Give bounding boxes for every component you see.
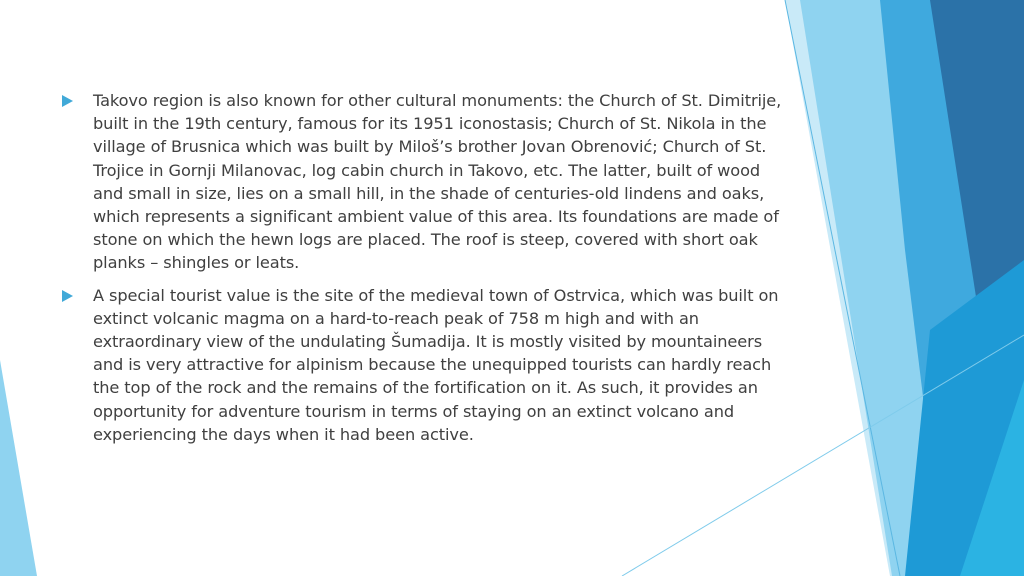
bullet-text: Takovo region is also known for other cultural monuments: the Church of St. Dimitrije, built in the 19th century, famous for its 1951 iconostasis; Church of St. Nikola in the village of Brusnica which was built by Miloš’s brother Jovan Obrenović; Church of St. Trojice in Gornji Milanovac, log cabin church in Takovo, etc. The latter, built of wood and small in size, lies on a small hill, in the shade of centuries-old lindens and oaks, which represents a significant ambient value of this area. Its foundations are made of stone on which the hewn logs are placed. The roof is steep, covered with short oak planks – shingles or leats. (93, 91, 782, 273)
triangle-bullet-icon (62, 95, 73, 107)
bullet-item (62, 89, 782, 275)
content-area (62, 89, 782, 455)
bullet-item (62, 284, 782, 446)
bullet-text: A special tourist value is the site of the medieval town of Ostrvica, which was built on extinct volcanic magma on a hard-to-reach peak of 758 m high and with an extraordinary view of the undulating Šumadija. It is mostly visited by mountaineers and is very attractive for alpinism because the unequipped tourists can hardly reach the top of the rock and the remains of the fortification on it. As such, it provides an opportunity for adventure tourism in terms of staying on an extinct volcano and experiencing the days when it had been active. (93, 285, 779, 444)
left-sliver-shape (0, 360, 37, 576)
triangle-bullet-icon (62, 290, 73, 302)
